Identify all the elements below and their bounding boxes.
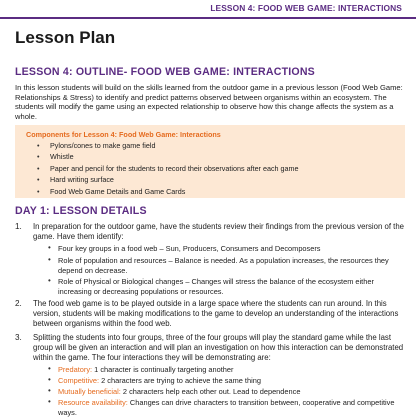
bullet-icon: • <box>48 386 51 395</box>
components-box <box>15 125 405 198</box>
header-bar <box>0 0 416 19</box>
lesson-header-title: LESSON 4: FOOD WEB GAME: INTERACTIONS <box>210 3 402 13</box>
page-title: Lesson Plan <box>15 28 116 47</box>
step-number: 2. <box>15 299 22 308</box>
component-item: • Pylons/cones to make game field <box>35 140 299 151</box>
interaction-item <box>58 387 405 397</box>
interaction-item <box>58 398 405 417</box>
interaction-text: 2 characters help each other out. Lead to dependence <box>122 387 301 396</box>
step-bullet: Four key groups in a food web – Sun, Producers, Consumers and Decomposers <box>58 244 321 253</box>
bullet-icon: • <box>48 397 51 406</box>
interaction-item <box>58 376 405 386</box>
bullet-icon: • <box>48 243 51 252</box>
step-bullet: Role of population and resources – Balance is needed. As a population increases, the resources they depend on decrease. <box>58 256 389 275</box>
component-item: • Hard writing surface <box>35 174 299 185</box>
outline-intro: In this lesson students will build on the skills learned from the outdoor game in a previous lesson (Food Web Game: Relationships & Stress) to identify and predict patterns observed between organisms within an ecosystem. The students will modify the game using an expected relationship to observe how this change affects the system as a whole. <box>15 83 403 122</box>
interaction-label: Mutually beneficial: <box>58 387 121 396</box>
interaction-text: 2 characters are trying to achieve the same thing <box>101 376 261 385</box>
step-bullet: Role of Physical or Biological changes – Changes will stress the balance of the ecosystem either increasing or decreasing populations or resources. <box>58 277 374 296</box>
components-list <box>35 140 299 197</box>
outline-heading: LESSON 4: OUTLINE- FOOD WEB GAME: INTERACTIONS <box>15 66 315 78</box>
components-title: Components for Lesson 4: Food Web Game: Interactions <box>26 130 221 139</box>
day1-heading: DAY 1: LESSON DETAILS <box>15 205 147 217</box>
interaction-text: Changes can drive characters to transition between, cooperative and competitive ways. <box>58 398 395 417</box>
bullet-icon: • <box>48 276 51 285</box>
interaction-label: Resource availability: <box>58 398 128 407</box>
step-number: 3. <box>15 333 22 342</box>
step-number: 1. <box>15 222 22 231</box>
interaction-item <box>58 365 405 375</box>
interaction-label: Competitive: <box>58 376 100 385</box>
interaction-label: Predatory: <box>58 365 93 374</box>
component-item: • Whistle <box>35 151 299 162</box>
step-text: In preparation for the outdoor game, have the students review their findings from the previous version of the game. Have them identify: <box>33 222 404 241</box>
interaction-text: 1 character is continually targeting another <box>94 365 234 374</box>
bullet-icon: • <box>48 364 51 373</box>
step-text: Splitting the students into four groups, three of the four groups will play the standard game while the last group will be given an interaction and will plan an investigation on how this interaction can be demonstrated within the game. The four interactions they will be demonstrating are: <box>33 333 404 362</box>
bullet-icon: • <box>48 255 51 264</box>
component-item: • Paper and pencil for the students to record their observations after each game <box>35 163 299 174</box>
bullet-icon: • <box>48 375 51 384</box>
component-item: • Food Web Game Details and Game Cards <box>35 186 299 197</box>
step-text: The food web game is to be played outside in a large space where the students can run around. In this version, students will be making modifications to the game to develop an understanding of the interactions between organisms within the food web. <box>33 299 399 328</box>
